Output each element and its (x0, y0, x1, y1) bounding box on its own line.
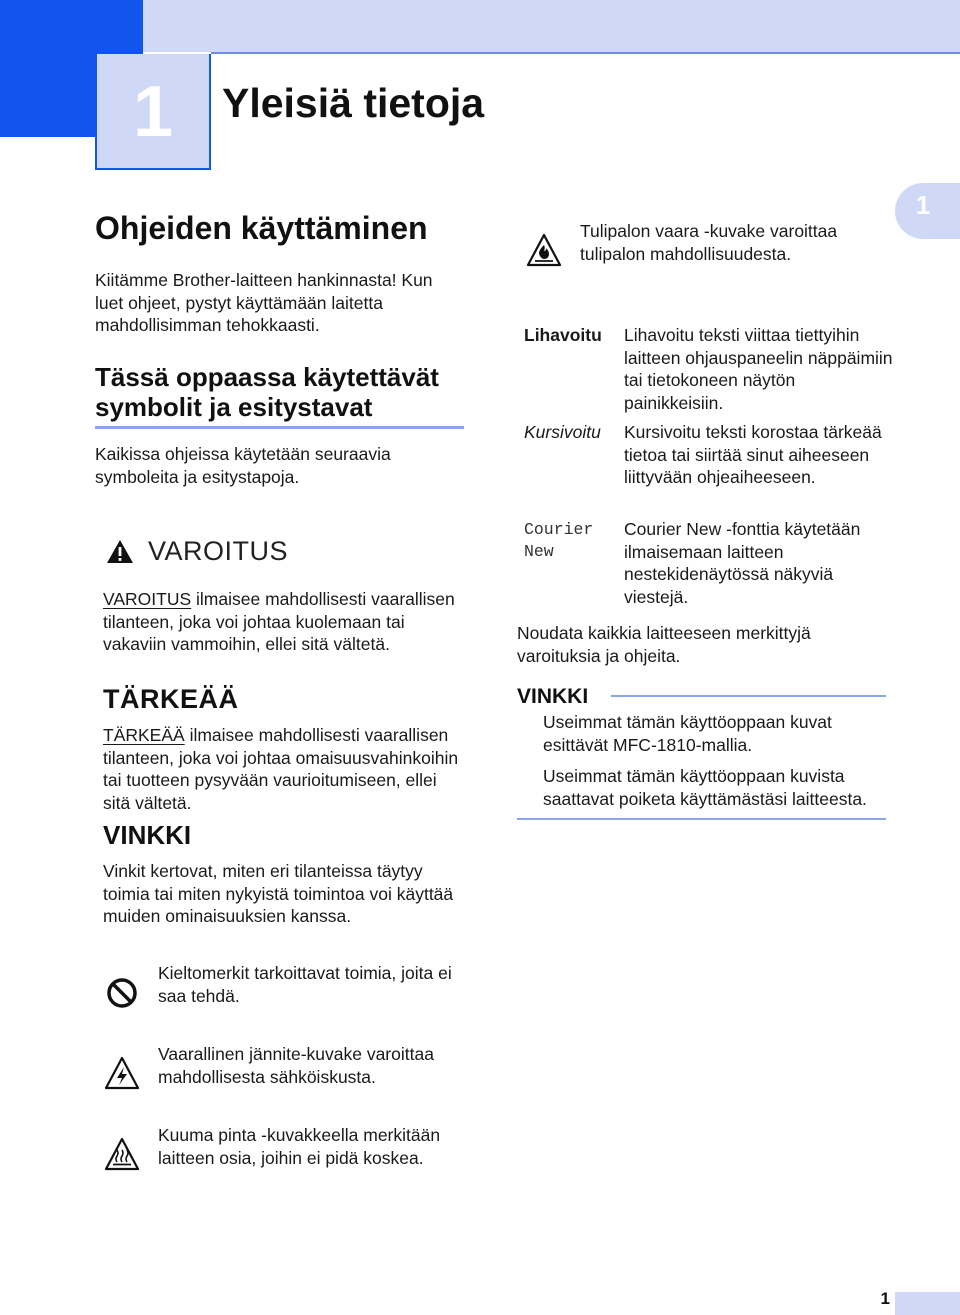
right-note-item: Useimmat tämän käyttöoppaan kuvista saattavat poiketa käyttämästäsi laitteesta. (543, 766, 867, 809)
warning-term: VAROITUS (103, 589, 192, 609)
section-intro: Kiitämme Brother-laitteen hankinnasta! Kun luet ohjeet, pystyt käyttämään laitetta mahdollisimman tehokkaasti. (95, 270, 433, 335)
important-text (103, 724, 463, 814)
warning-body: ilmaisee mahdollisesti vaarallisen tilanteen, joka voi johtaa kuolemaan tai vakaviin vammoihin, ellei sitä vältetä. (103, 589, 455, 654)
convention-term-mono-line2: New (524, 542, 554, 561)
right-note-top-rule (611, 695, 886, 697)
header-light-band (143, 0, 960, 52)
follow-instructions-text: Noudata kaikkia laitteeseen merkittyjä varoituksia ja ohjeita. (517, 623, 811, 666)
fire-hazard-icon (526, 233, 562, 267)
convention-term-italic: Kursivoitu (524, 422, 601, 442)
warning-heading: VAROITUS (148, 536, 289, 566)
important-body: ilmaisee mahdollisesti vaarallisen tilanteen, joka voi johtaa omaisuusvahinkoihin tai tuotteen pysyvään vaurioitumiseen, ellei sitä vältetä. (103, 725, 459, 813)
convention-text-bold: Lihavoitu teksti viittaa tiettyihin laitteen ohjauspaneelin näppäimiin tai tietokoneen näytön painikkeisiin. (624, 325, 893, 413)
subsection-rule (95, 426, 464, 429)
important-term: TÄRKEÄÄ (103, 725, 185, 745)
warning-triangle-icon (106, 539, 134, 564)
convention-term-bold: Lihavoitu (524, 325, 602, 345)
right-note-heading: VINKKI (517, 685, 589, 708)
header-rule (211, 52, 960, 54)
side-tab-number: 1 (915, 190, 931, 220)
hot-surface-icon (104, 1137, 140, 1171)
electrical-hazard-icon (104, 1056, 140, 1090)
section-title: Ohjeiden käyttäminen (95, 210, 428, 246)
electrical-hazard-text: Vaarallinen jännite-kuvake varoittaa mahdollisesta sähköiskusta. (158, 1044, 434, 1087)
subsection-title-line2: symbolit ja esitystavat (95, 392, 373, 422)
right-note-bottom-rule (517, 818, 886, 820)
warning-text (103, 588, 463, 656)
convention-term-mono-line1: Courier (524, 520, 594, 539)
note-text: Vinkit kertovat, miten eri tilanteissa täytyy toimia tai miten nykyistä toimintoa voi käyttää muiden ominaisuuksien kanssa. (103, 861, 454, 926)
fire-hazard-text: Tulipalon vaara -kuvake varoittaa tulipalon mahdollisuudesta. (580, 221, 838, 264)
note-heading: VINKKI (103, 820, 192, 850)
page-number: 1 (880, 1289, 890, 1308)
subsection-intro: Kaikissa ohjeissa käytetään seuraavia symboleita ja esitystapoja. (95, 444, 391, 487)
chapter-number: 1 (132, 72, 174, 152)
hot-surface-text: Kuuma pinta -kuvakkeella merkitään laitteen osia, joihin ei pidä koskea. (158, 1125, 441, 1168)
right-note-item: Useimmat tämän käyttöoppaan kuvat esittävät MFC-1810-mallia. (543, 712, 832, 755)
subsection-title-line1: Tässä oppaassa käytettävät (95, 362, 439, 392)
footer-bar (895, 1292, 960, 1315)
convention-text-mono: Courier New -fonttia käytetään ilmaisemaan laitteen nestekidenäytössä näkyviä viestejä. (624, 519, 861, 607)
prohibition-icon (106, 977, 138, 1009)
prohibition-text: Kieltomerkit tarkoittavat toimia, joita ei saa tehdä. (158, 963, 452, 1006)
important-heading: TÄRKEÄÄ (103, 684, 239, 714)
chapter-title: Yleisiä tietoja (222, 80, 485, 126)
convention-text-italic: Kursivoitu teksti korostaa tärkeää tietoa tai siirtää sinut aiheeseen liittyvään ohjeaiheeseen. (624, 422, 882, 487)
